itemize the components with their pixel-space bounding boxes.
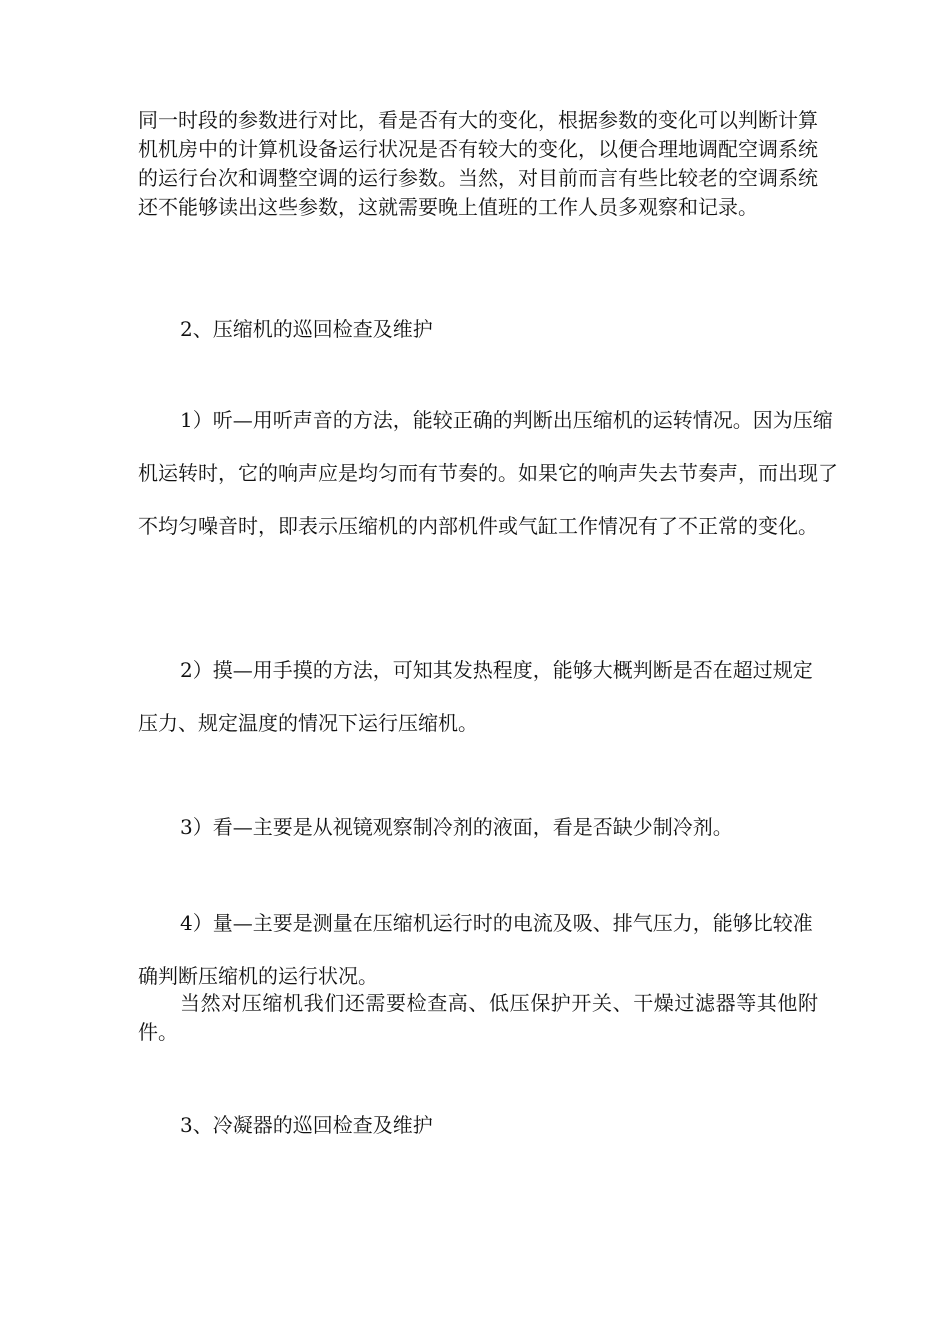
list-item-measure: 4）量—主要是测量在压缩机运行时的电流及吸、排气压力，能够比较准确判断压缩机的运行状况。: [138, 911, 813, 988]
closing-paragraph: 当然对压缩机我们还需要检查高、低压保护开关、干燥过滤器等其他附件。: [138, 991, 818, 1044]
intro-paragraph: 同一时段的参数进行对比，看是否有大的变化，根据参数的变化可以判断计算机机房中的计算机设备运行状况是否有较大的变化，以便合理地调配空调系统的运行台次和调整空调的运行参数。当然，对目前而言有些比较老的空调系统还不能够读出这些参数，这就需要晚上值班的工作人员多观察和记录。: [138, 108, 818, 219]
section-heading-compressor: 2、压缩机的巡回检查及维护: [180, 317, 433, 341]
list-item-look: 3）看—主要是从视镜观察制冷剂的液面，看是否缺少制冷剂。: [180, 815, 733, 839]
section-heading-condenser: 3、冷凝器的巡回检查及维护: [180, 1113, 433, 1137]
list-item-touch: 2）摸—用手摸的方法，可知其发热程度，能够大概判断是否在超过规定压力、规定温度的情况下运行压缩机。: [138, 658, 813, 735]
list-item-listen: 1）听—用听声音的方法，能较正确的判断出压缩机的运转情况。因为压缩机运转时，它的响声应是均匀而有节奏的。如果它的响声失去节奏声，而出现了不均匀噪音时，即表示压缩机的内部机件或气缸工作情况有了不正常的变化。: [138, 408, 838, 538]
